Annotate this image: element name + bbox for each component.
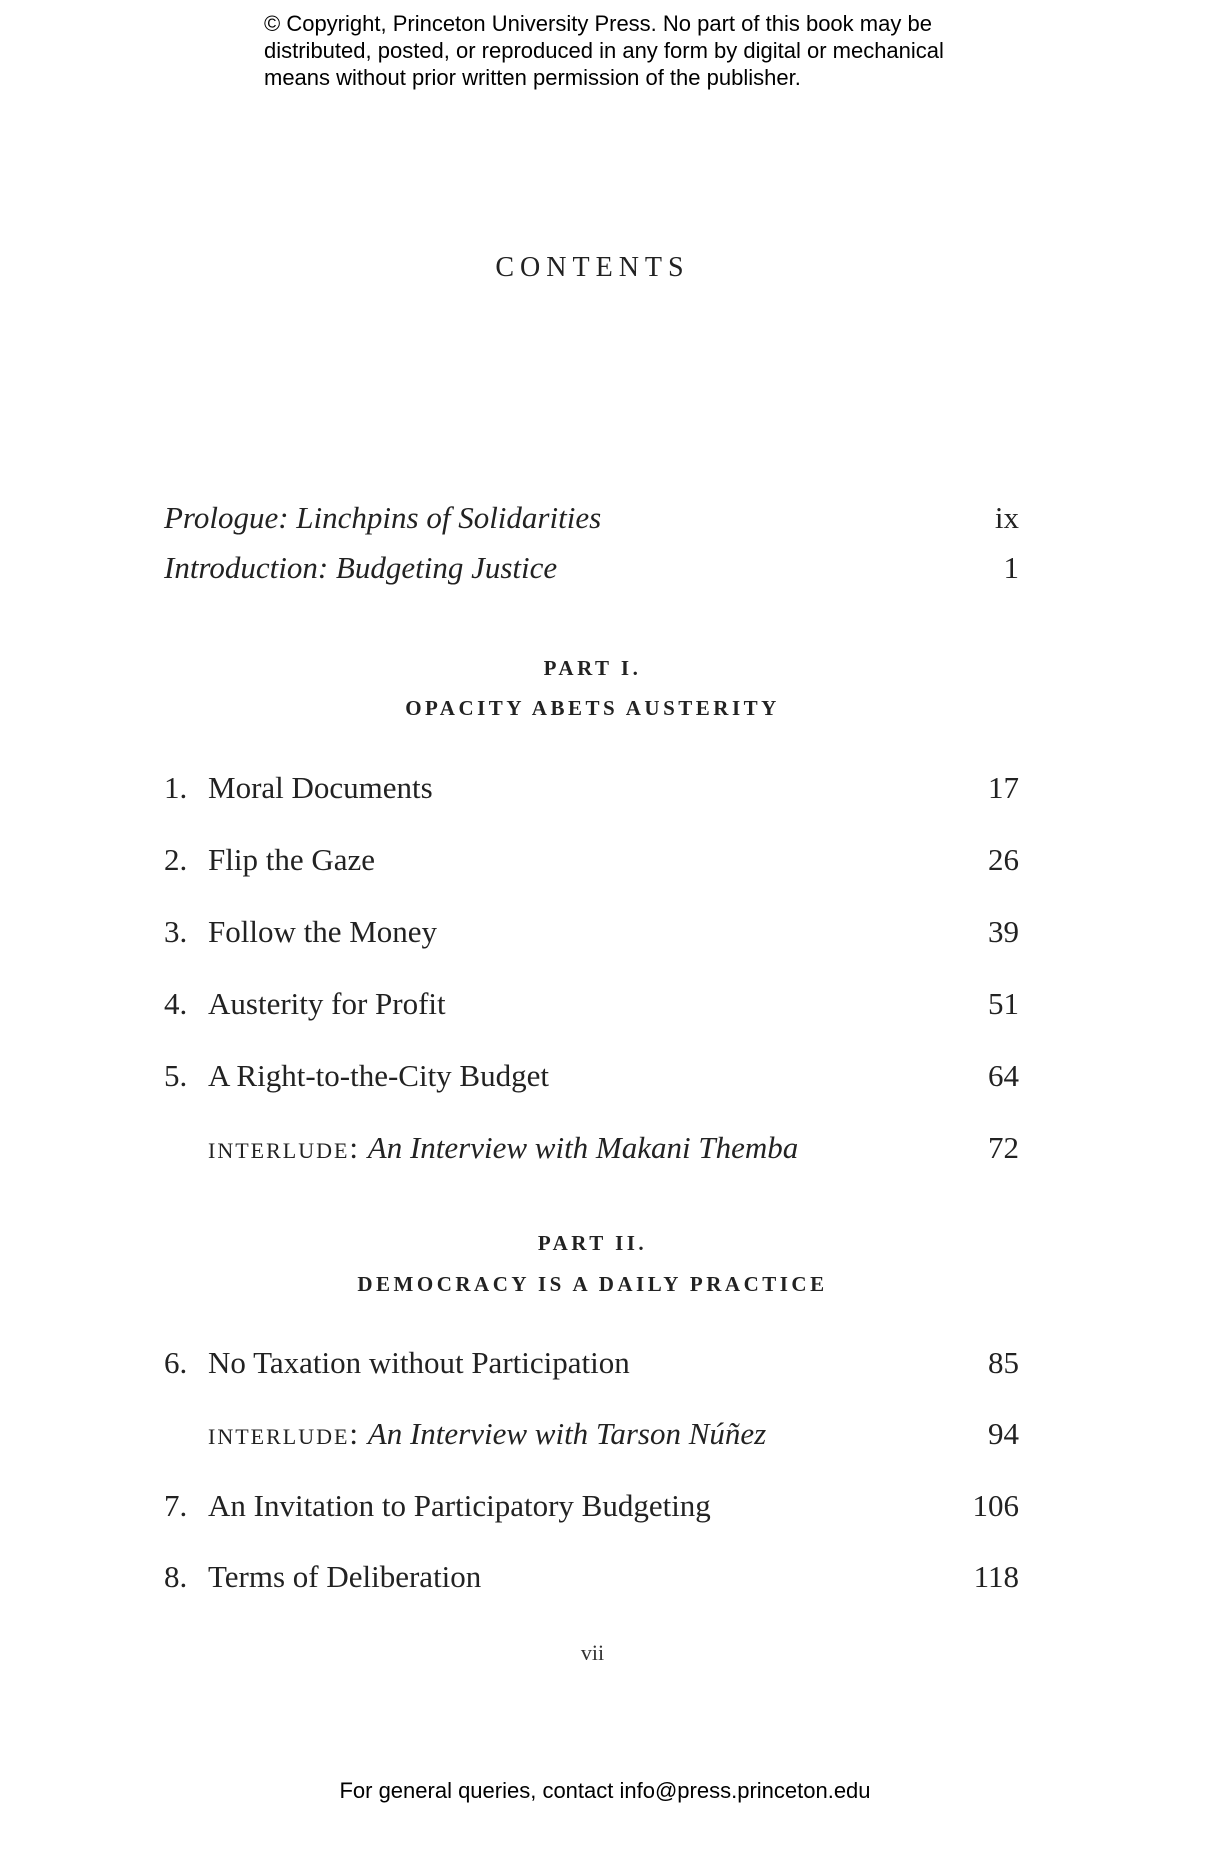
toc-entry-page: 106 xyxy=(972,1488,1019,1523)
toc-entry-chapter-7[interactable] xyxy=(164,1480,1019,1524)
toc-entry-page: ix xyxy=(994,500,1019,535)
interlude-title: An Interview with Makani Themba xyxy=(367,1130,799,1165)
interlude-title: An Interview with Tarson Núñez xyxy=(367,1416,767,1451)
toc-entry-chapter-8[interactable] xyxy=(164,1551,1019,1595)
toc-entry-chapter-6[interactable] xyxy=(164,1337,1019,1381)
toc-entry-page: 118 xyxy=(973,1559,1019,1594)
interlude-label: interlude: xyxy=(208,1130,361,1165)
toc-entry-title: Terms of Deliberation xyxy=(208,1559,482,1594)
part-subheading: OPACITY ABETS AUSTERITY xyxy=(405,696,780,720)
footer-contact: For general queries, contact info@press.princeton.edu xyxy=(339,1778,871,1803)
part-heading: PART I. xyxy=(543,656,642,680)
page-title: CONTENTS xyxy=(495,252,690,283)
toc-entry-chapter-3[interactable] xyxy=(164,906,1019,950)
toc-entry-chapter-1[interactable] xyxy=(164,762,1019,806)
toc-entry-title: Moral Documents xyxy=(208,770,433,805)
toc-entry-page: 94 xyxy=(988,1416,1019,1451)
toc-entry-introduction[interactable] xyxy=(164,542,1019,586)
chapter-number: 5. xyxy=(164,1058,188,1093)
toc-entry-page: 39 xyxy=(988,914,1019,949)
toc-entry-title: A Right-to-the-City Budget xyxy=(208,1058,549,1093)
copyright-line: means without prior written permission of the publisher. xyxy=(264,65,801,90)
toc-entry-interlude-2[interactable] xyxy=(164,1408,1019,1452)
interlude-label: interlude: xyxy=(208,1416,361,1451)
toc-entry-title: An Invitation to Participatory Budgeting xyxy=(208,1488,711,1523)
part-subheading: DEMOCRACY IS A DAILY PRACTICE xyxy=(357,1272,828,1296)
toc-entry-title xyxy=(208,1130,798,1166)
copyright-line: distributed, posted, or reproduced in any form by digital or mechanical xyxy=(264,38,944,63)
toc-entry-page: 72 xyxy=(988,1130,1019,1165)
toc-entry-page: 17 xyxy=(988,770,1019,805)
page-number: vii xyxy=(580,1640,605,1665)
toc-entry-prologue[interactable] xyxy=(164,492,1019,536)
toc-entry-page: 85 xyxy=(988,1345,1019,1380)
toc-entry-chapter-5[interactable] xyxy=(164,1050,1019,1094)
toc-entry-title: Austerity for Profit xyxy=(208,986,446,1021)
chapter-number: 4. xyxy=(164,986,188,1021)
toc-entry-page: 26 xyxy=(988,842,1019,877)
chapter-number: 2. xyxy=(164,842,188,877)
toc-entry-page: 64 xyxy=(988,1058,1019,1093)
copyright-notice xyxy=(264,10,1024,91)
toc-entry-page: 1 xyxy=(1003,550,1019,585)
toc-entry-title: Introduction: Budgeting Justice xyxy=(164,550,558,585)
chapter-number: 1. xyxy=(164,770,188,805)
part-heading: PART II. xyxy=(537,1231,648,1255)
copyright-line: © Copyright, Princeton University Press. No part of this book may be xyxy=(264,11,932,36)
toc-entry-chapter-2[interactable] xyxy=(164,834,1019,878)
toc-entry-title: No Taxation without Participation xyxy=(208,1345,630,1380)
toc-entry-page: 51 xyxy=(988,986,1019,1021)
chapter-number: 7. xyxy=(164,1488,188,1523)
chapter-number: 6. xyxy=(164,1345,188,1380)
chapter-number: 3. xyxy=(164,914,188,949)
chapter-number: 8. xyxy=(164,1559,188,1594)
toc-entry-chapter-4[interactable] xyxy=(164,978,1019,1022)
toc-entry-title: Flip the Gaze xyxy=(208,842,376,877)
toc-entry-title xyxy=(208,1416,766,1452)
toc-entry-title: Prologue: Linchpins of Solidarities xyxy=(164,500,602,535)
toc-entry-title: Follow the Money xyxy=(208,914,438,949)
toc-entry-interlude-1[interactable] xyxy=(164,1122,1019,1166)
